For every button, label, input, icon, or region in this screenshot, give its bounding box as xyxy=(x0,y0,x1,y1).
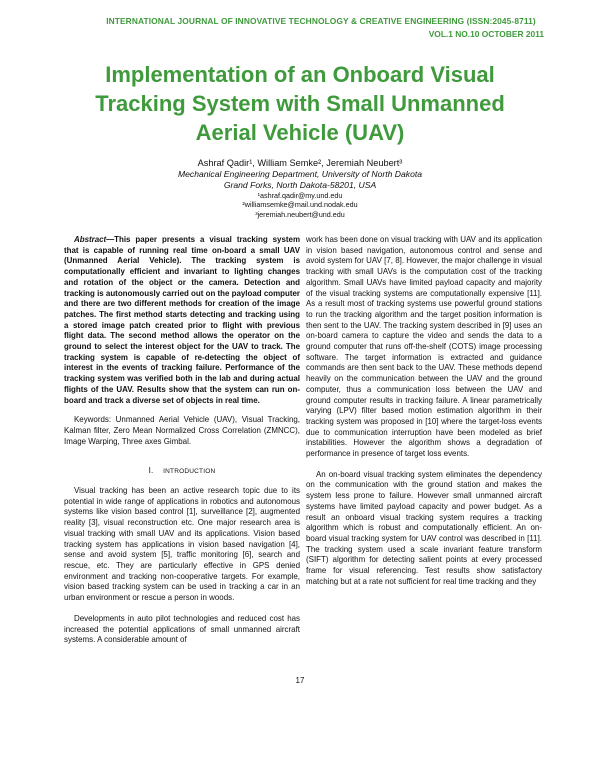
author-block xyxy=(80,158,520,219)
author-names: Ashraf Qadir¹, William Semke², Jeremiah Neubert³ xyxy=(197,158,403,168)
abstract-text: —This paper presents a visual tracking system that is capable of running real time on-board a small UAV (Unmanned Aerial Vehicle). The tracking system is computationally efficient and invariant to lighting changes and rotation of the object or the camera. Detection and tracking is autonomously carried out on the payload computer and there are two different methods for creation of the image patches. The first method starts detecting and tracking using a stored image patch created prior to flight with previous flight data. The second method allows the operator on the ground to select the interest object for the UAV to track. The tracking system is capable of re-detecting the object of interest in the events of tracking failure. Performance of the tracking system was verified both in the lab and during actual flights of the UAV. Results show that the system can run on-board and track a diverse set of objects in real time. xyxy=(64,235,300,405)
body-paragraph: work has been done on visual tracking with UAV and its application in vision based navigation, autonomous control and sense and avoid system for UAV [7, 8]. However, the major challenge in visual tracking with small UAVs is the computation cost of the tracking algorithm. Small UAVs have limited payload capacity and majority of the visual tracking systems are computationally expensive [11]. As a result most of tracking systems use powerful ground stations to run the tracking algorithm and the target position information is then sent to the UAV. The tracking system described in [9] uses an on-board camera to capture the video and sends the data to a ground computer that runs off-the-shelf (COTS) image processing software. The target information is extracted and guidance commands are then sent back to the UAV. These methods depend heavily on the communication between the UAV and the ground computer, thus a communication loss between the UAV and ground computer results in tracking failure. A linear parametrically varying (LPV) filter based motion estimation algorithm in their tracking system was proposed in [10] where the target-loss events due to communication interruption have been modeled as brief instabilities. However the algorithm shows a degradation of performance in presence of target loss events. xyxy=(306,235,542,459)
right-column xyxy=(306,235,542,588)
author-department: Mechanical Engineering Department, University of North Dakota xyxy=(177,169,423,179)
author-email: ¹ashraf.qadir@my.und.edu xyxy=(257,191,343,200)
section-number: I. xyxy=(148,466,154,476)
left-column xyxy=(64,235,300,646)
journal-header: INTERNATIONAL JOURNAL OF INNOVATIVE TECHNOLOGY & CREATIVE ENGINEERING (ISSN:2045-8711) xyxy=(106,16,536,26)
section-title: INTRODUCTION xyxy=(163,468,216,476)
keywords: Keywords: Unmanned Aerial Vehicle (UAV), Visual Tracking, Kalman filter, Zero Mean Normalized Cross Correlation (ZMNCC), Image Warping, Three axes Gimbal. xyxy=(64,415,300,446)
title-line: Aerial Vehicle (UAV) xyxy=(195,120,405,145)
title-line: Tracking System with Small Unmanned xyxy=(95,91,505,116)
paper-title xyxy=(70,60,530,147)
abstract-label: Abstract xyxy=(74,235,107,244)
page-number: 17 xyxy=(295,676,305,685)
author-email: ²williamsemke@mail.und.nodak.edu xyxy=(242,200,358,210)
title-line: Implementation of an Onboard Visual xyxy=(105,62,495,87)
section-heading xyxy=(64,466,300,478)
author-location: Grand Forks, North Dakota-58201, USA xyxy=(223,180,377,190)
body-paragraph: Developments in auto pilot technologies and reduced cost has increased the potential applications of small unmanned aircraft systems. A considerable amount of xyxy=(64,613,300,645)
abstract xyxy=(64,235,300,406)
body-paragraph: Visual tracking has been an active research topic due to its potential in wide range of applications in robotics and autonomous systems like vision based control [1], surveillance [2], augmented reality [3], visual reconstruction etc. One major research area is visual tracking with small UAV and its applications. Vision based tracking system has applications in vision based navigation [4], sense and avoid system [5], traffic monitoring [6], search and rescue, etc. They are particularly effective in GPS denied environment and tracking non-cooperative targets. For example, vision based tracking system can be used in tracking a car in an urban environment or rescue a person in woods. xyxy=(64,486,300,603)
author-email: ³jeremiah.neubert@und.edu xyxy=(255,209,345,219)
body-paragraph: An on-board visual tracking system eliminates the dependency on the communication with the ground station and makes the system less prone to failure. However small unmanned aircraft systems have limited payload capacity and power budget. As a result an onboard visual tracking system requires a tracking algorithm which is robust and computationally efficient. An on-board visual tracking system for UAV control was described in [11]. The tracking system used a scale invariant feature transform (SIFT) algorithm for detecting salient points at every processed frame for visual referencing. Test results show satisfactory matching but at a rate not sufficient for real time tracking and they xyxy=(306,469,542,586)
volume-info: VOL.1 NO.10 OCTOBER 2011 xyxy=(428,29,544,39)
